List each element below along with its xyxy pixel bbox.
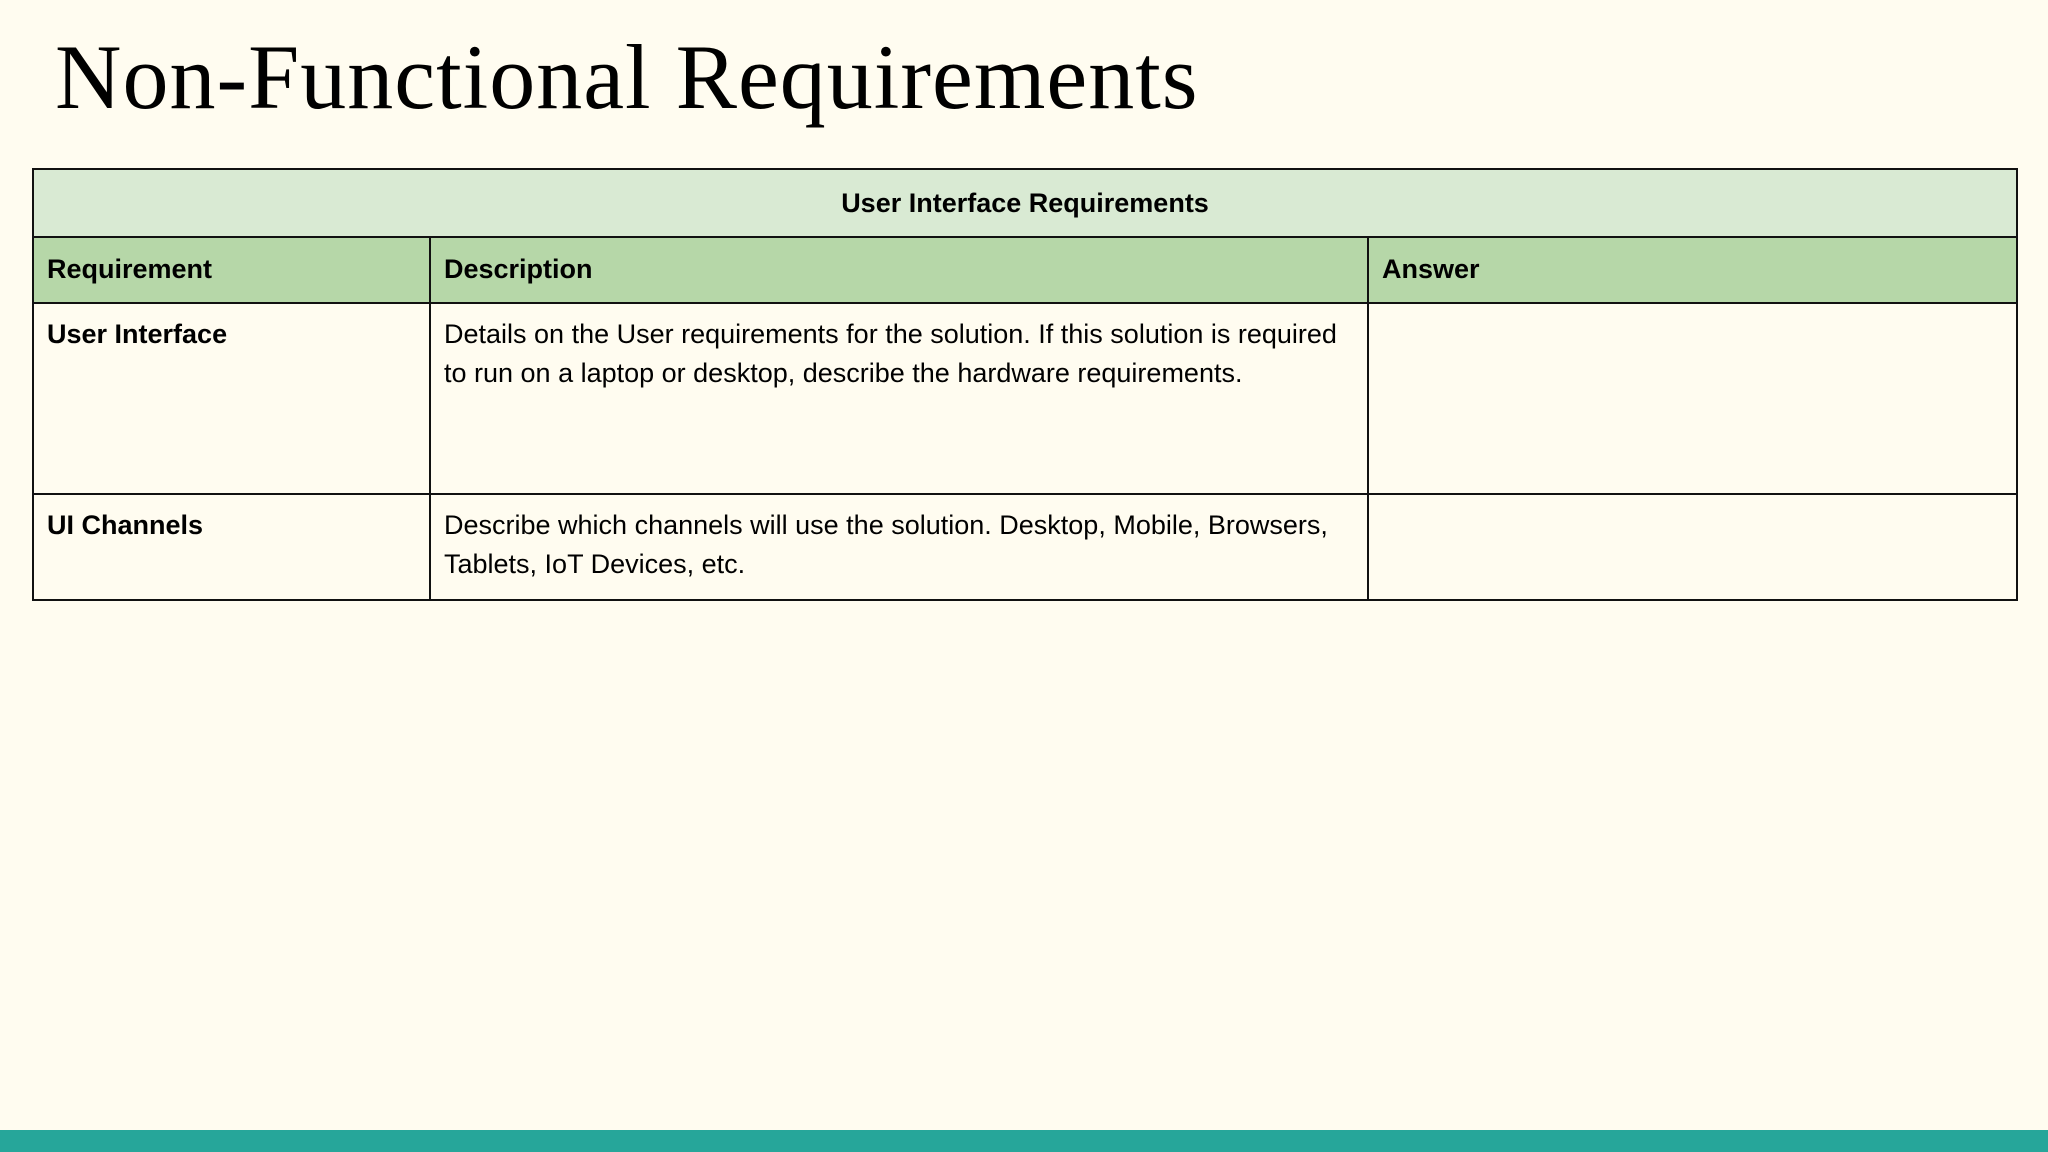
table-row xyxy=(33,494,2017,600)
answer-cell[interactable] xyxy=(1368,303,2017,494)
requirement-cell: UI Channels xyxy=(33,494,430,600)
table-caption: User Interface Requirements xyxy=(33,169,2017,237)
requirements-table xyxy=(32,168,2018,601)
table-row xyxy=(33,303,2017,494)
column-header-requirement: Requirement xyxy=(33,237,430,303)
description-cell: Describe which channels will use the solution. Desktop, Mobile, Browsers, Tablets, IoT Devices, etc. xyxy=(430,494,1368,600)
page-title: Non-Functional Requirements xyxy=(55,26,1199,128)
table-header-row xyxy=(33,237,2017,303)
requirement-cell: User Interface xyxy=(33,303,430,494)
column-header-description: Description xyxy=(430,237,1368,303)
answer-cell[interactable] xyxy=(1368,494,2017,600)
description-cell: Details on the User requirements for the solution. If this solution is required to run on a laptop or desktop, describe the hardware requirements. xyxy=(430,303,1368,494)
footer-accent-bar xyxy=(0,1130,2048,1152)
column-header-answer: Answer xyxy=(1368,237,2017,303)
